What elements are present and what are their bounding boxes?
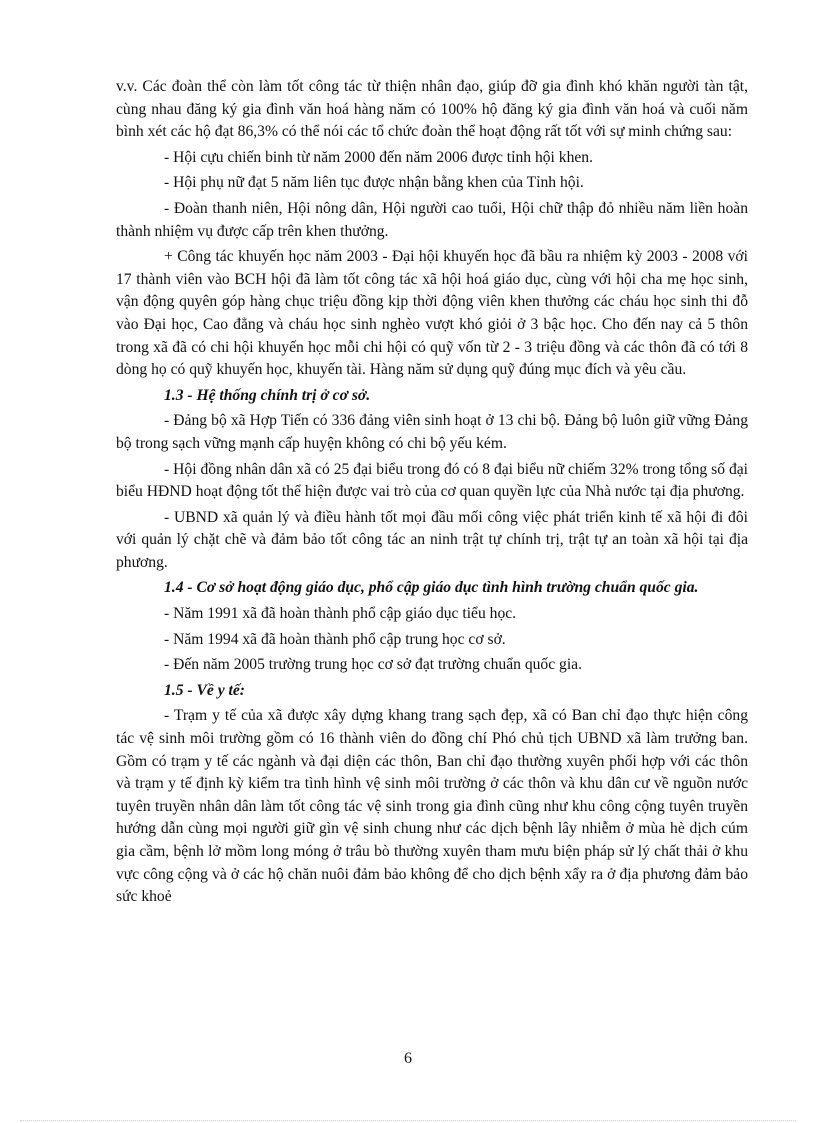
page-number: 6: [404, 1050, 412, 1067]
bullet-peoples-council: - Hội đồng nhân dân xã có 25 đại biểu trong đó có 8 đại biểu nữ chiếm 32% trong tổng số đại biểu HĐND hoạt động tốt thể hiện được vai trò của cơ quan quyền lực của Nhà nước tại địa phương.: [116, 460, 748, 501]
bullet-primary-universal: - Năm 1991 xã đã hoàn thành phổ cập giáo dục tiểu học.: [164, 605, 517, 623]
bullet-women-union: - Hội phụ nữ đạt 5 năm liên tục được nhận bằng khen của Tỉnh hội.: [164, 174, 584, 192]
bullet-party-committee: - Đảng bộ xã Hợp Tiến có 336 đảng viên sinh hoạt ở 13 chi bộ. Đảng bộ luôn giữ vững Đảng bộ trong sạch vững mạnh cấp huyện không có chi bộ yếu kém.: [116, 412, 748, 452]
section-heading-1-3: 1.3 - Hệ thống chính trị ở cơ sở.: [164, 386, 371, 404]
bullet-national-standard-school: - Đến năm 2005 trường trung học cơ sở đạt trường chuẩn quốc gia.: [164, 656, 582, 674]
paragraph-health-station: - Trạm y tế của xã được xây dựng khang trang sạch đẹp, xã có Ban chỉ đạo thực hiện công tác vệ sinh môi trường gồm có 16 thành viên do đồng chí Phó chủ tịch UBND xã làm trưởng ban. Gồm có trạm y tế các ngành và đại diện các thôn, Ban chỉ đạo thường xuyên phối hợp với các thôn và trạm y tế định kỳ kiểm tra tình hình vệ sinh môi trường ở các thôn và khu dân cư về nguồn nước tuyên truyền nhân dân làm tốt công tác vệ sinh trong gia đình cũng như khu công cộng tuyên truyền hướng dẫn cùng mọi người giữ gìn vệ sinh chung như các dịch bệnh lây nhiễm ở mùa hè dịch cúm gia cầm, bệnh lở mồm long móng ở trâu bò thường xuyên tham mưu biện pháp sử lý chất thải ở khu vực công cộng và ở các hộ chăn nuôi đảm bảo không để cho dịch bệnh xẩy ra ở địa phương đảm bảo sức khoẻ: [116, 707, 748, 906]
bullet-youth-union: - Đoàn thanh niên, Hội nông dân, Hội người cao tuổi, Hội chữ thập đỏ nhiều năm liền hoàn thành nhiệm vụ được cấp trên khen thưởng.: [116, 199, 748, 240]
bullet-secondary-universal: - Năm 1994 xã đã hoàn thành phổ cập trung học cơ sở.: [164, 630, 506, 648]
bullet-ubnd: - UBND xã quản lý và điều hành tốt mọi đầu mối công việc phát triển kinh tế xã hội đi đôi với quản lý chặt chẽ và đảm bảo tốt công tác an ninh trật tự chính trị, trật tự an toàn xã hội tại địa phương.: [116, 508, 748, 571]
bullet-veterans: - Hội cựu chiến binh từ năm 2000 đến năm 2006 được tỉnh hội khen.: [164, 148, 594, 166]
section-heading-1-5: 1.5 - Về y tế:: [164, 681, 245, 699]
page-bottom-divider: [20, 1120, 796, 1121]
section-heading-1-4: 1.4 - Cơ sở hoạt động giáo dục, phổ cập giáo dục tình hình trường chuẩn quốc gia.: [164, 579, 699, 597]
body-text: [116, 76, 748, 912]
paragraph-charity: v.v. Các đoàn thể còn làm tốt công tác từ thiện nhân đạo, giúp đỡ gia đình khó khăn người tàn tật, cùng nhau đăng ký gia đình văn hoá hàng năm có 100% hộ đăng ký gia đình văn hoá và cuối năm bình xét các hộ đạt 86,3% có thể nói các tổ chức đoàn thể hoạt động rất tốt với sự minh chứng sau:: [116, 78, 748, 141]
paragraph-education-promotion: + Công tác khuyến học năm 2003 - Đại hội khuyến học đã bầu ra nhiệm kỳ 2003 - 2008 với 17 thành viên vào BCH hội đã làm tốt công tác xã hội hoá giáo dục, cùng với hội cha mẹ học sinh, vận động quyên góp hàng chục triệu đồng kịp thời động viên khen thưởng các cháu học sinh thi đỗ vào Đại học, Cao đẳng và cháu học sinh nghèo vượt khó giỏi ở 3 bậc học. Cho đến nay cả 5 thôn trong xã đã có chi hội khuyến học mỗi chi hội có quỹ vốn từ 2 - 3 triệu đồng và các thôn đã có tới 8 dòng họ có quỹ khuyến học, khuyến tài. Hàng năm sử dụng quỹ đúng mục đích và yêu cầu.: [116, 248, 748, 379]
